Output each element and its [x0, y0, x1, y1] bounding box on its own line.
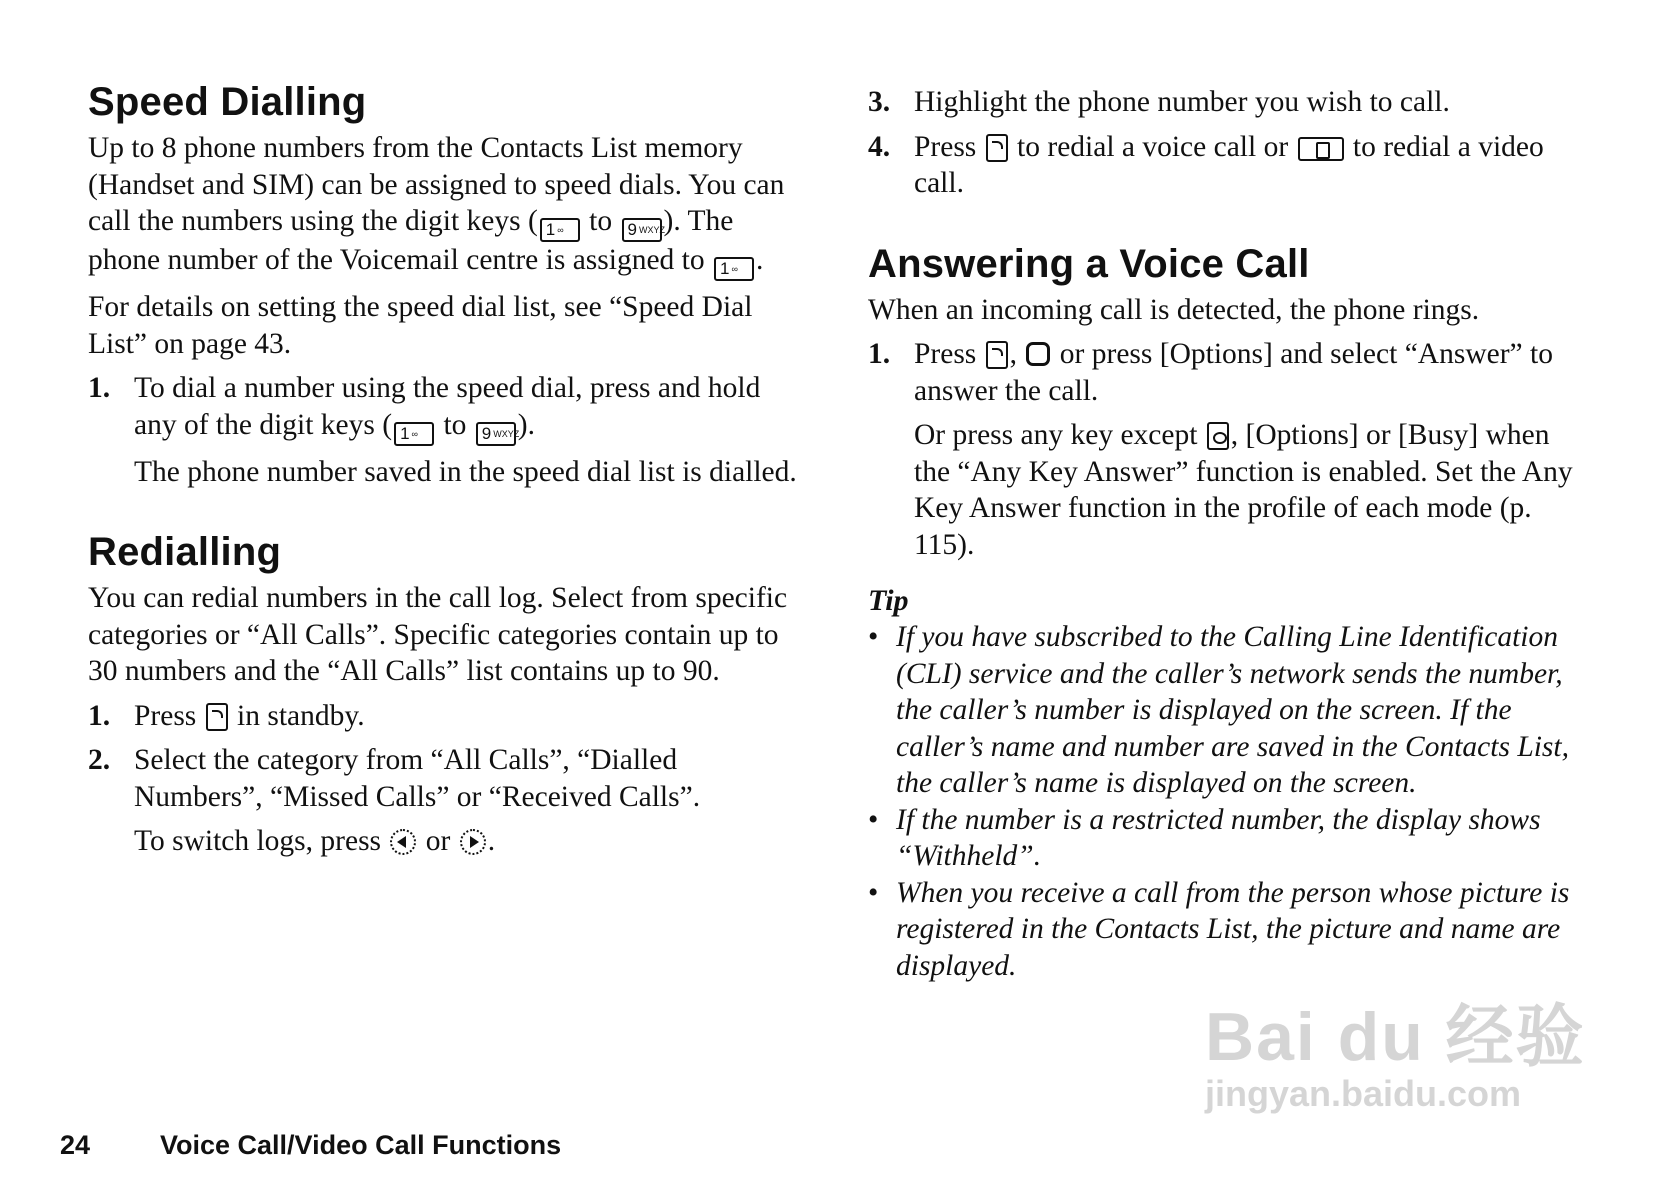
answering-intro: When an incoming call is detected, the phone rings.: [868, 293, 1480, 326]
tip-heading: Tip: [868, 584, 909, 617]
speed-dialling-intro: [88, 130, 800, 281]
left-column: [88, 78, 800, 868]
redial-step-1: [88, 698, 800, 735]
key-9-letters: WXYZ: [638, 225, 665, 235]
tip-item: [868, 875, 1580, 985]
step-text: Highlight the phone number you wish to call.: [914, 86, 1450, 118]
note-text-a: Or press any key except: [914, 419, 1198, 451]
intro-text-b: ). The phone number of the Voicemail centre is assigned to: [88, 205, 734, 276]
step-number: 2.: [88, 744, 111, 776]
step-text-a: To dial a number using the speed dial, press and hold any of the digit keys (: [134, 372, 761, 441]
key-1-symbol: ∞: [731, 264, 738, 274]
key-1-symbol: ∞: [557, 225, 564, 235]
bullet: •: [868, 803, 879, 836]
call-key-icon: [206, 703, 228, 731]
tip-text: If you have subscribed to the Calling Line Identification (CLI) service and the caller’s network sends the number, the caller’s number is displayed on the screen. If the caller’s name and number are saved in the Contacts List, the caller’s name is displayed on the screen.: [896, 621, 1569, 799]
answer-step-1-note: [914, 417, 1580, 563]
page-number: 24: [60, 1130, 91, 1160]
redial-step-4: [868, 129, 1580, 202]
step-text-a: Press: [134, 699, 197, 732]
key-1-digit: 1: [545, 220, 556, 239]
tip-gap: [868, 571, 1580, 583]
step-number: 1.: [868, 338, 891, 370]
step-number: 1.: [88, 372, 111, 404]
nav-left-icon: [390, 829, 416, 855]
key-1-symbol: ∞: [411, 428, 418, 439]
step-text: Select the category from “All Calls”, “Dialled Numbers”, “Missed Calls” or “Received Calls”.: [134, 744, 701, 813]
baidu-watermark: [1205, 1000, 1605, 1130]
note-or: or: [425, 825, 451, 857]
intro-text-c: .: [756, 244, 764, 276]
key-1-digit: 1: [400, 423, 410, 443]
redial-step-2: [88, 742, 800, 815]
answering-heading: Answering a Voice Call: [868, 241, 1310, 286]
redial-step-2-note: [134, 823, 800, 860]
watermark-brand: Bai du 经验: [1205, 999, 1586, 1075]
section-gap: [868, 210, 1580, 240]
tip-text: When you receive a call from the person whose picture is registered in the Contacts List, the picture and name are displayed.: [896, 876, 1570, 982]
key-1-icon: [714, 257, 754, 281]
speed-dialling-details: For details on setting the speed dial list, see “Speed Dial List” on page 43.: [88, 291, 753, 360]
step-text-b: or press [Options] and select “Answer” to answer the call.: [914, 338, 1553, 407]
intro-text-a: Up to 8 phone numbers from the Contacts List memory (Handset and SIM) can be assigned to speed dials. You can call the numbers using the digit keys (: [88, 132, 785, 237]
video-call-key-icon: [1298, 137, 1344, 161]
right-column: [868, 84, 1580, 984]
key-1-icon: [540, 218, 580, 242]
end-key-icon: [1207, 422, 1229, 450]
nav-right-icon: [460, 829, 486, 855]
watermark-url: jingyan.baidu.com: [1205, 1073, 1522, 1114]
note-text-b: .: [487, 825, 496, 857]
redialling-heading: Redialling: [88, 530, 282, 574]
call-key-icon: [986, 134, 1008, 162]
intro-to: to: [589, 205, 613, 237]
tip-item: [868, 619, 1580, 802]
step-number: 1.: [88, 699, 111, 732]
redial-step-3: [868, 84, 1580, 121]
step-number: 3.: [868, 86, 891, 118]
tip-text: If the number is a restricted number, the display shows “Withheld”.: [896, 803, 1541, 872]
key-9-icon: [476, 422, 520, 446]
step-text-b: ).: [517, 408, 535, 441]
note-text-b: , [Options] or [Busy] when the “Any Key Answer” function is enabled. Set the Any Key Answer function in the profile of each mode (p. 115).: [914, 419, 1573, 561]
key-9-icon: [622, 218, 665, 242]
section-gap: [88, 498, 800, 528]
speed-dial-step-1-note: The phone number saved in the speed dial list is dialled.: [134, 455, 797, 488]
step-text-b: in standby.: [237, 699, 365, 732]
step-text-a: Press: [914, 338, 977, 370]
key-1-digit: 1: [720, 259, 730, 278]
step-number: 4.: [868, 130, 891, 163]
footer-section-title: Voice Call/Video Call Functions: [160, 1130, 562, 1160]
call-key-icon: [986, 341, 1008, 369]
answer-step-1: [868, 336, 1580, 409]
bullet: •: [868, 621, 879, 653]
step-text-b: to redial a voice call or: [1017, 130, 1289, 163]
key-9-digit: 9: [481, 423, 492, 443]
step-text-a: Press: [914, 130, 977, 163]
speed-dialling-heading: Speed Dialling: [88, 80, 367, 124]
redialling-intro: You can redial numbers in the call log. Select from specific categories or “All Calls”. Specific categories contain up to 30 numbers and the “All Calls” list contains up to 90.: [88, 582, 788, 687]
note-text-a: To switch logs, press: [134, 825, 382, 857]
key-1-icon: [394, 422, 434, 446]
key-9-digit: 9: [627, 220, 637, 239]
ok-key-icon: [1026, 342, 1050, 366]
key-9-letters: WXYZ: [493, 428, 520, 439]
step-text-c: to redial a video call.: [914, 130, 1544, 199]
step-to: to: [443, 408, 467, 441]
page-footer: [60, 1130, 561, 1161]
bullet: •: [868, 876, 879, 909]
speed-dial-step-1: [88, 370, 800, 446]
tip-item: [868, 802, 1580, 875]
step-comma: ,: [1009, 338, 1018, 370]
